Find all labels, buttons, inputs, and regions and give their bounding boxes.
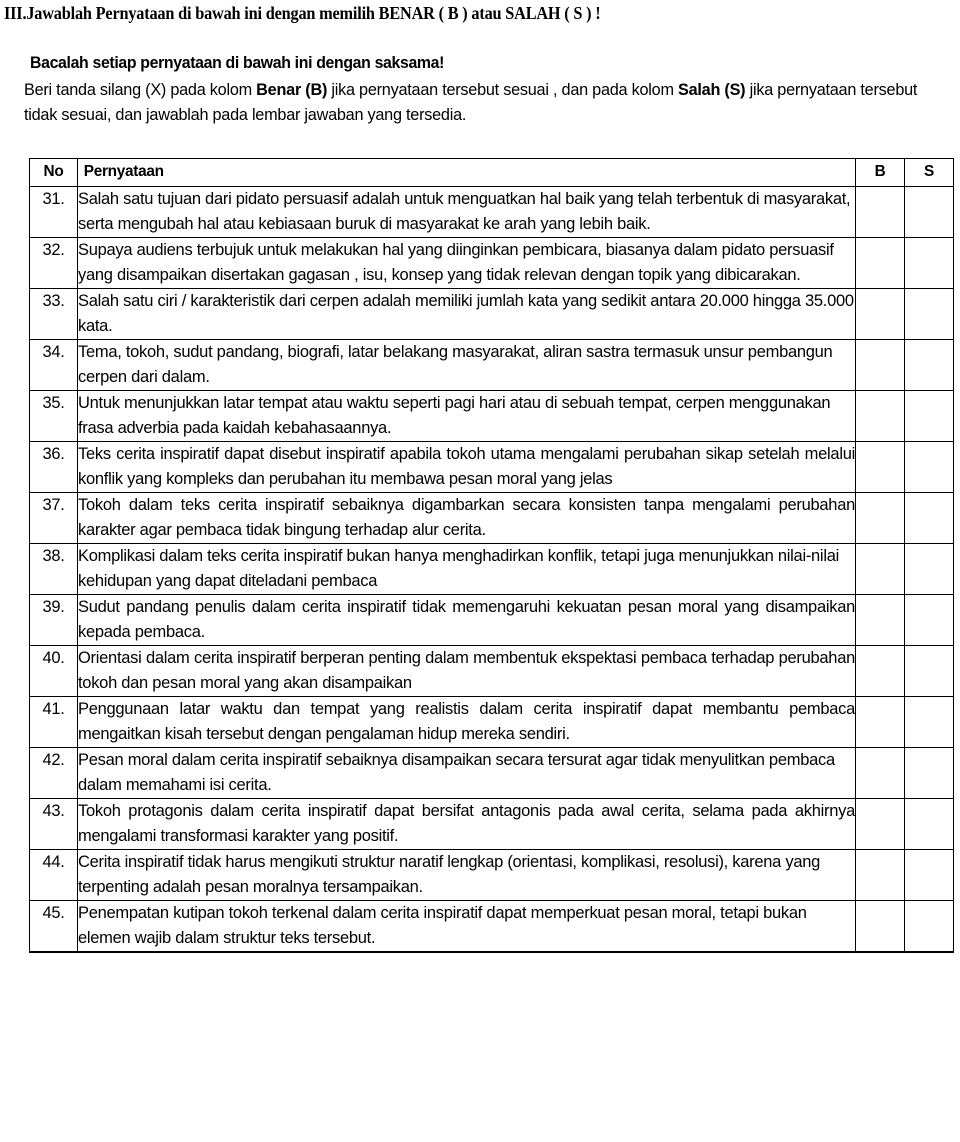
statement-text: Pesan moral dalam cerita inspiratif sebaiknya disampaikan secara tersurat agar tidak menyulitkan pembaca dalam memahami isi cerita. (78, 748, 856, 799)
column-header-statement-label: Pernyataan (83, 163, 164, 180)
row-number: 43. (30, 799, 78, 850)
answer-cell-benar[interactable] (856, 901, 905, 953)
statement-text: Orientasi dalam cerita inspiratif berperan penting dalam membentuk ekspektasi pembaca terhadap perubahan tokoh dan pesan moral yang akan disampaikan (78, 646, 856, 697)
table-row (30, 544, 954, 595)
table-row (30, 187, 954, 238)
instruction-body (24, 78, 942, 128)
instruction-bold-salah: Salah (S) (678, 81, 746, 99)
answer-cell-benar[interactable] (856, 646, 905, 697)
row-number: 33. (30, 289, 78, 340)
table-row (30, 493, 954, 544)
table-row (30, 799, 954, 850)
instruction-body-part-2: jika pernyataan tersebut sesuai , dan pada kolom (327, 81, 679, 99)
statements-table (29, 158, 954, 953)
answer-cell-benar[interactable] (856, 391, 905, 442)
answer-cell-salah[interactable] (905, 646, 954, 697)
statement-text: Teks cerita inspiratif dapat disebut inspiratif apabila tokoh utama mengalami perubahan sikap setelah melalui konflik yang kompleks dan perubahan itu membawa pesan moral yang jelas (78, 442, 856, 493)
row-number: 31. (30, 187, 78, 238)
table-row (30, 391, 954, 442)
instruction-lead: Bacalah setiap pernyataan di bawah ini dengan saksama! (30, 54, 445, 72)
table-row (30, 289, 954, 340)
row-number: 44. (30, 850, 78, 901)
statement-text: Penggunaan latar waktu dan tempat yang realistis dalam cerita inspiratif dapat membantu pembaca mengaitkan kisah tersebut dengan pengalaman hidup mereka sendiri. (78, 697, 856, 748)
table-head (30, 159, 954, 187)
row-number: 32. (30, 238, 78, 289)
table-row (30, 442, 954, 493)
answer-cell-salah[interactable] (905, 850, 954, 901)
table-row (30, 646, 954, 697)
row-number: 42. (30, 748, 78, 799)
row-number: 36. (30, 442, 78, 493)
statement-text: Cerita inspiratif tidak harus mengikuti struktur naratif lengkap (orientasi, komplikasi, resolusi), karena yang terpenting adalah pesan moralnya tersampaikan. (78, 850, 856, 901)
table-row (30, 850, 954, 901)
answer-cell-salah[interactable] (905, 442, 954, 493)
statement-text: Tema, tokoh, sudut pandang, biografi, latar belakang masyarakat, aliran sastra termasuk unsur pembangun cerpen dari dalam. (78, 340, 856, 391)
answer-cell-benar[interactable] (856, 799, 905, 850)
table-row (30, 901, 954, 953)
column-header-no (30, 159, 78, 187)
answer-cell-salah[interactable] (905, 340, 954, 391)
row-number: 40. (30, 646, 78, 697)
statement-text: Salah satu ciri / karakteristik dari cerpen adalah memiliki jumlah kata yang sedikit antara 20.000 hingga 35.000 kata. (78, 289, 856, 340)
answer-cell-salah[interactable] (905, 595, 954, 646)
answer-cell-salah[interactable] (905, 391, 954, 442)
section-heading: III.Jawablah Pernyataan di bawah ini dengan memilih BENAR ( B ) atau SALAH ( S ) ! (4, 3, 601, 23)
table-row (30, 238, 954, 289)
answer-cell-salah[interactable] (905, 901, 954, 953)
answer-cell-benar[interactable] (856, 595, 905, 646)
answer-cell-benar[interactable] (856, 850, 905, 901)
answer-cell-benar[interactable] (856, 493, 905, 544)
column-header-statement (78, 159, 856, 187)
answer-cell-salah[interactable] (905, 697, 954, 748)
answer-cell-salah[interactable] (905, 238, 954, 289)
column-header-no-label: No (43, 163, 64, 180)
row-number: 45. (30, 901, 78, 953)
statement-text: Sudut pandang penulis dalam cerita inspiratif tidak memengaruhi kekuatan pesan moral yang disampaikan kepada pembaca. (78, 595, 856, 646)
statement-text: Tokoh dalam teks cerita inspiratif sebaiknya digambarkan secara konsisten tanpa mengalami perubahan karakter agar pembaca tidak bingung terhadap alur cerita. (78, 493, 856, 544)
answer-cell-salah[interactable] (905, 544, 954, 595)
instruction-body-part-3: jika pernyataan tersebut tidak sesuai, dan jawablah pada lembar jawaban yang tersedia. (24, 81, 918, 124)
table-row (30, 697, 954, 748)
statement-text: Penempatan kutipan tokoh terkenal dalam cerita inspiratif dapat memperkuat pesan moral, tetapi bukan elemen wajib dalam struktur teks tersebut. (78, 901, 856, 953)
statement-text: Untuk menunjukkan latar tempat atau waktu seperti pagi hari atau di sebuah tempat, cerpen menggunakan frasa adverbia pada kaidah kebahasaannya. (78, 391, 856, 442)
statement-text: Salah satu tujuan dari pidato persuasif adalah untuk menguatkan hal baik yang telah terbentuk di masyarakat, serta mengubah hal atau kebiasaan buruk di masyarakat ke arah yang lebih baik. (78, 187, 856, 238)
column-header-salah-label: S (924, 163, 934, 180)
instructions-block (24, 52, 954, 128)
row-number: 39. (30, 595, 78, 646)
instruction-body-part-1: Beri tanda silang (X) pada kolom (24, 81, 257, 99)
answer-cell-salah[interactable] (905, 799, 954, 850)
answer-cell-benar[interactable] (856, 340, 905, 391)
table-row (30, 340, 954, 391)
row-number: 35. (30, 391, 78, 442)
column-header-salah (905, 159, 954, 187)
column-header-benar-label: B (874, 163, 886, 180)
row-number: 34. (30, 340, 78, 391)
answer-cell-benar[interactable] (856, 544, 905, 595)
row-number: 41. (30, 697, 78, 748)
answer-cell-benar[interactable] (856, 748, 905, 799)
answer-cell-salah[interactable] (905, 493, 954, 544)
table-row (30, 748, 954, 799)
answer-cell-salah[interactable] (905, 187, 954, 238)
column-header-benar (856, 159, 905, 187)
answer-cell-benar[interactable] (856, 442, 905, 493)
answer-cell-benar[interactable] (856, 187, 905, 238)
answer-cell-benar[interactable] (856, 238, 905, 289)
answer-cell-benar[interactable] (856, 289, 905, 340)
answer-cell-salah[interactable] (905, 748, 954, 799)
answer-cell-salah[interactable] (905, 289, 954, 340)
answer-cell-benar[interactable] (856, 697, 905, 748)
table-body (30, 187, 954, 953)
statement-text: Komplikasi dalam teks cerita inspiratif bukan hanya menghadirkan konflik, tetapi juga menunjukkan nilai-nilai kehidupan yang dapat diteladani pembaca (78, 544, 856, 595)
statements-table-wrapper (29, 158, 953, 953)
statement-text: Tokoh protagonis dalam cerita inspiratif dapat bersifat antagonis pada awal cerita, selama pada akhirnya mengalami transformasi karakter yang positif. (78, 799, 856, 850)
table-header-row (30, 159, 954, 187)
row-number: 37. (30, 493, 78, 544)
table-row (30, 595, 954, 646)
instruction-bold-benar: Benar (B) (256, 81, 328, 99)
row-number: 38. (30, 544, 78, 595)
statement-text: Supaya audiens terbujuk untuk melakukan hal yang diinginkan pembicara, biasanya dalam pidato persuasif yang disampaikan disertakan gagasan , isu, konsep yang tidak relevan dengan topik yang dibicarakan. (78, 238, 856, 289)
